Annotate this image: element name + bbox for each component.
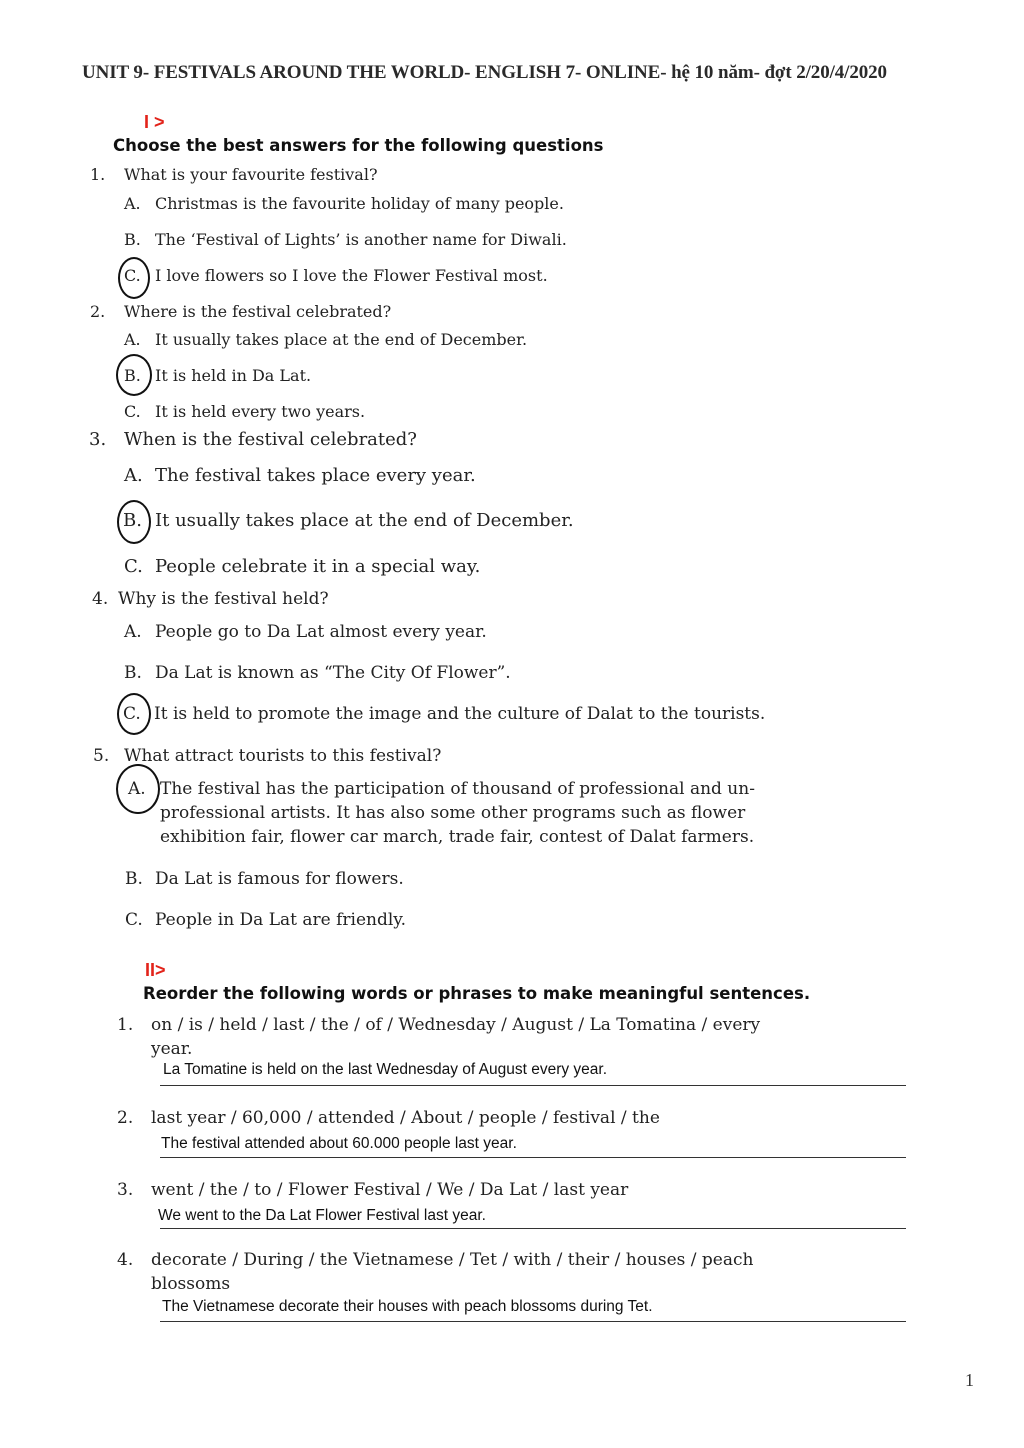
q5-option-c: People in Da Lat are friendly. xyxy=(155,910,407,930)
reorder-4-prompt-line-1: decorate / During / the Vietnamese / Tet / with / their / houses / peach xyxy=(151,1250,754,1270)
q3-option-b-letter: B. xyxy=(123,510,142,531)
q1-option-b: The ‘Festival of Lights’ is another name for Diwali. xyxy=(155,230,567,249)
q5-option-a-line-3: exhibition fair, flower car march, trade fair, contest of Dalat farmers. xyxy=(160,827,755,847)
q1-option-c: I love flowers so I love the Flower Festival most. xyxy=(155,266,548,285)
q5-option-b-letter: B. xyxy=(125,869,143,889)
section-2-instruction: Reorder the following words or phrases to make meaningful sentences. xyxy=(143,984,811,1003)
reorder-3-answer-line xyxy=(160,1228,906,1229)
question-1-text: What is your favourite festival? xyxy=(124,165,378,184)
question-4-number: 4. xyxy=(92,589,109,609)
reorder-3-number: 3. xyxy=(117,1180,134,1200)
question-1-number: 1. xyxy=(90,165,106,184)
question-2-text: Where is the festival celebrated? xyxy=(124,302,392,321)
q2-option-b: It is held in Da Lat. xyxy=(155,366,312,385)
q2-option-a-letter: A. xyxy=(124,330,141,349)
q2-option-c: It is held every two years. xyxy=(155,402,366,421)
reorder-1-prompt-line-2: year. xyxy=(151,1039,193,1059)
q2-option-b-letter: B. xyxy=(124,366,141,385)
q4-option-c: It is held to promote the image and the culture of Dalat to the tourists. xyxy=(154,704,766,724)
page-title: UNIT 9- FESTIVALS AROUND THE WORLD- ENGLISH 7- ONLINE- hệ 10 năm- đợt 2/20/4/2020 xyxy=(82,62,887,83)
question-5-text: What attract tourists to this festival? xyxy=(124,746,442,766)
reorder-2-number: 2. xyxy=(117,1108,134,1128)
reorder-4-prompt-line-2: blossoms xyxy=(151,1274,231,1294)
q4-option-a-letter: A. xyxy=(124,622,142,642)
q5-option-a-line-2: professional artists. It has also some other programs such as flower xyxy=(160,803,746,823)
q5-option-c-letter: C. xyxy=(125,910,143,930)
reorder-1-answer: La Tomatine is held on the last Wednesday of August every year. xyxy=(163,1061,608,1078)
reorder-1-answer-line xyxy=(160,1085,906,1086)
reorder-2-prompt-line-1: last year / 60,000 / attended / About / people / festival / the xyxy=(151,1108,660,1128)
q1-option-a-letter: A. xyxy=(124,194,141,213)
question-3-number: 3. xyxy=(89,429,107,450)
q5-option-a-line-1: The festival has the participation of thousand of professional and un- xyxy=(160,779,755,799)
reorder-1-prompt-line-1: on / is / held / last / the / of / Wednesday / August / La Tomatina / every xyxy=(151,1015,761,1035)
reorder-3-answer: We went to the Da Lat Flower Festival last year. xyxy=(158,1207,486,1224)
reorder-4-answer-line xyxy=(160,1321,906,1322)
reorder-2-answer: The festival attended about 60.000 people last year. xyxy=(161,1135,517,1152)
q3-option-a-letter: A. xyxy=(124,465,143,486)
question-3-text: When is the festival celebrated? xyxy=(124,429,417,450)
section-1-mark: I > xyxy=(144,112,165,132)
q3-option-a: The festival takes place every year. xyxy=(155,465,476,486)
reorder-4-answer: The Vietnamese decorate their houses with peach blossoms during Tet. xyxy=(162,1298,653,1315)
reorder-1-number: 1. xyxy=(117,1015,134,1035)
q3-option-c-letter: C. xyxy=(124,556,143,577)
q1-option-c-letter: C. xyxy=(124,266,141,285)
q4-option-b-letter: B. xyxy=(124,663,142,683)
q3-option-c: People celebrate it in a special way. xyxy=(155,556,481,577)
section-1-instruction: Choose the best answers for the following questions xyxy=(113,136,604,155)
q4-option-c-letter: C. xyxy=(123,704,141,724)
q2-option-a: It usually takes place at the end of December. xyxy=(155,330,528,349)
reorder-3-prompt-line-1: went / the / to / Flower Festival / We / Da Lat / last year xyxy=(151,1180,629,1200)
q5-option-a-letter: A. xyxy=(128,779,146,799)
question-2-number: 2. xyxy=(90,302,106,321)
q2-option-c-letter: C. xyxy=(124,402,141,421)
page-number: 1 xyxy=(965,1370,974,1390)
q4-option-b: Da Lat is known as “The City Of Flower”. xyxy=(155,663,511,683)
q1-option-a: Christmas is the favourite holiday of many people. xyxy=(155,194,564,213)
q4-option-a: People go to Da Lat almost every year. xyxy=(155,622,487,642)
section-2-mark: II> xyxy=(145,960,166,980)
q1-option-b-letter: B. xyxy=(124,230,141,249)
q3-option-b: It usually takes place at the end of December. xyxy=(155,510,574,531)
question-5-number: 5. xyxy=(93,746,110,766)
reorder-2-answer-line xyxy=(160,1157,906,1158)
reorder-4-number: 4. xyxy=(117,1250,134,1270)
question-4-text: Why is the festival held? xyxy=(118,589,329,609)
q5-option-b: Da Lat is famous for flowers. xyxy=(155,869,404,889)
